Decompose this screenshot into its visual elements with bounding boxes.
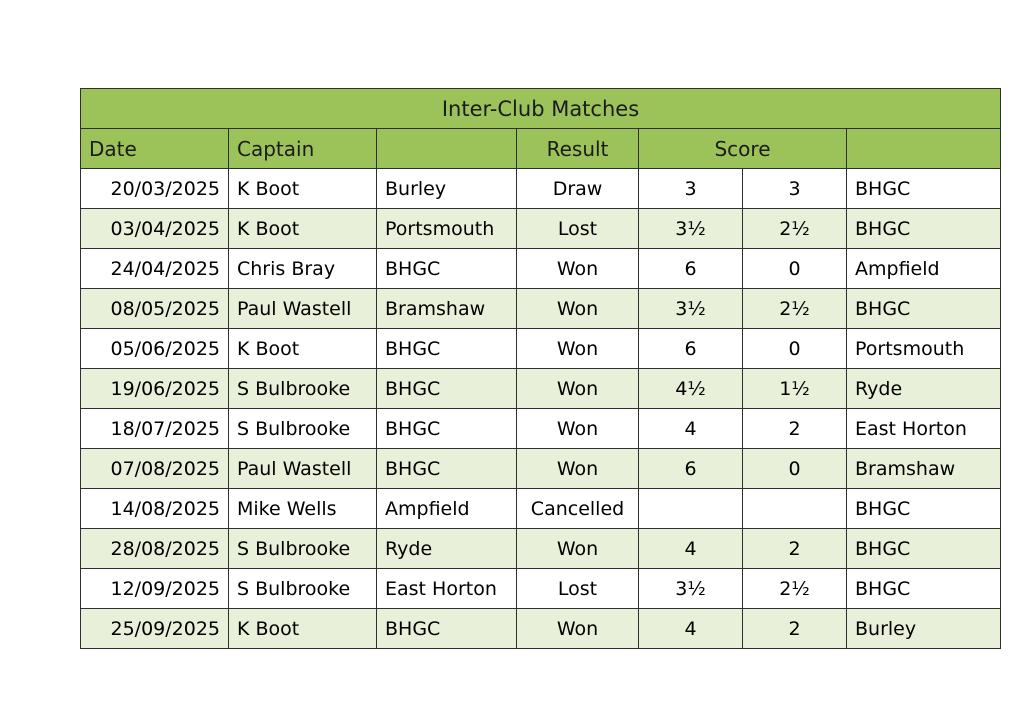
cell-score-b: 1½ <box>743 369 847 409</box>
cell-team: East Horton <box>377 569 517 609</box>
cell-captain: Paul Wastell <box>229 449 377 489</box>
column-header-team <box>377 129 517 169</box>
column-header-date: Date <box>81 129 229 169</box>
table-body <box>81 89 1001 649</box>
cell-team: Ampfield <box>377 489 517 529</box>
cell-date: 20/03/2025 <box>81 169 229 209</box>
cell-date: 19/06/2025 <box>81 369 229 409</box>
cell-result: Draw <box>517 169 639 209</box>
cell-score-b: 2½ <box>743 209 847 249</box>
table-header-row <box>81 129 1001 169</box>
table-row <box>81 409 1001 449</box>
table-title-row <box>81 89 1001 129</box>
column-header-result: Result <box>517 129 639 169</box>
table-row <box>81 569 1001 609</box>
cell-opponent: Bramshaw <box>847 449 1001 489</box>
cell-score-a: 3 <box>639 169 743 209</box>
cell-captain: K Boot <box>229 169 377 209</box>
cell-opponent: Portsmouth <box>847 329 1001 369</box>
cell-team: Ryde <box>377 529 517 569</box>
cell-result: Lost <box>517 209 639 249</box>
table-row <box>81 169 1001 209</box>
cell-captain: Mike Wells <box>229 489 377 529</box>
cell-date: 14/08/2025 <box>81 489 229 529</box>
cell-score-b: 2½ <box>743 289 847 329</box>
cell-score-a: 6 <box>639 329 743 369</box>
cell-opponent: BHGC <box>847 289 1001 329</box>
cell-result: Won <box>517 609 639 649</box>
cell-date: 24/04/2025 <box>81 249 229 289</box>
cell-team: BHGC <box>377 449 517 489</box>
cell-result: Won <box>517 409 639 449</box>
cell-score-b: 3 <box>743 169 847 209</box>
cell-opponent: BHGC <box>847 489 1001 529</box>
cell-date: 12/09/2025 <box>81 569 229 609</box>
cell-opponent: Ampfield <box>847 249 1001 289</box>
cell-date: 07/08/2025 <box>81 449 229 489</box>
cell-team: Burley <box>377 169 517 209</box>
cell-captain: Chris Bray <box>229 249 377 289</box>
column-header-captain: Captain <box>229 129 377 169</box>
table-row <box>81 529 1001 569</box>
table-row <box>81 209 1001 249</box>
cell-score-a: 6 <box>639 249 743 289</box>
cell-score-b: 2 <box>743 409 847 449</box>
table-row <box>81 249 1001 289</box>
cell-date: 25/09/2025 <box>81 609 229 649</box>
cell-date: 08/05/2025 <box>81 289 229 329</box>
cell-score-b: 2 <box>743 529 847 569</box>
cell-opponent: BHGC <box>847 569 1001 609</box>
cell-result: Won <box>517 249 639 289</box>
cell-score-b: 2½ <box>743 569 847 609</box>
cell-score-a: 4 <box>639 409 743 449</box>
cell-score-b: 0 <box>743 329 847 369</box>
cell-score-a <box>639 489 743 529</box>
cell-captain: K Boot <box>229 609 377 649</box>
cell-score-a: 4½ <box>639 369 743 409</box>
cell-score-b <box>743 489 847 529</box>
cell-opponent: East Horton <box>847 409 1001 449</box>
cell-score-b: 2 <box>743 609 847 649</box>
cell-team: BHGC <box>377 609 517 649</box>
cell-result: Won <box>517 449 639 489</box>
table-row <box>81 329 1001 369</box>
cell-captain: Paul Wastell <box>229 289 377 329</box>
cell-opponent: Burley <box>847 609 1001 649</box>
cell-score-a: 4 <box>639 609 743 649</box>
cell-score-a: 6 <box>639 449 743 489</box>
cell-captain: S Bulbrooke <box>229 569 377 609</box>
cell-opponent: Ryde <box>847 369 1001 409</box>
cell-date: 18/07/2025 <box>81 409 229 449</box>
cell-captain: S Bulbrooke <box>229 409 377 449</box>
table-title: Inter-Club Matches <box>81 89 1001 129</box>
cell-team: Portsmouth <box>377 209 517 249</box>
cell-result: Won <box>517 289 639 329</box>
table-row <box>81 489 1001 529</box>
table-row <box>81 369 1001 409</box>
cell-score-b: 0 <box>743 449 847 489</box>
cell-opponent: BHGC <box>847 169 1001 209</box>
cell-captain: K Boot <box>229 329 377 369</box>
cell-date: 28/08/2025 <box>81 529 229 569</box>
cell-score-a: 3½ <box>639 209 743 249</box>
cell-score-a: 4 <box>639 529 743 569</box>
cell-result: Cancelled <box>517 489 639 529</box>
cell-score-b: 0 <box>743 249 847 289</box>
cell-team: BHGC <box>377 409 517 449</box>
cell-captain: K Boot <box>229 209 377 249</box>
table-row <box>81 449 1001 489</box>
cell-captain: S Bulbrooke <box>229 529 377 569</box>
cell-date: 05/06/2025 <box>81 329 229 369</box>
cell-team: Bramshaw <box>377 289 517 329</box>
column-header-score: Score <box>639 129 847 169</box>
table-row <box>81 289 1001 329</box>
matches-table-container <box>80 88 1000 649</box>
inter-club-matches-table <box>80 88 1001 649</box>
cell-result: Won <box>517 529 639 569</box>
cell-result: Won <box>517 369 639 409</box>
cell-team: BHGC <box>377 249 517 289</box>
cell-result: Won <box>517 329 639 369</box>
cell-captain: S Bulbrooke <box>229 369 377 409</box>
cell-score-a: 3½ <box>639 569 743 609</box>
cell-score-a: 3½ <box>639 289 743 329</box>
column-header-opponent <box>847 129 1001 169</box>
cell-opponent: BHGC <box>847 529 1001 569</box>
cell-opponent: BHGC <box>847 209 1001 249</box>
cell-date: 03/04/2025 <box>81 209 229 249</box>
table-row <box>81 609 1001 649</box>
cell-result: Lost <box>517 569 639 609</box>
cell-team: BHGC <box>377 369 517 409</box>
cell-team: BHGC <box>377 329 517 369</box>
